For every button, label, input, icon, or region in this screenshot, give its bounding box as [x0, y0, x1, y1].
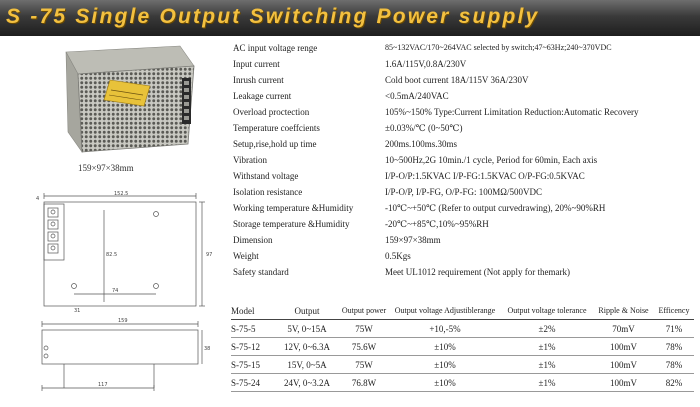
title-banner — [0, 0, 700, 36]
table-cell: 100mV — [593, 374, 654, 392]
table-cell: S-75-5 — [231, 320, 275, 338]
spec-row — [233, 120, 693, 136]
spec-row — [233, 136, 693, 152]
dim-label: 31 — [74, 308, 81, 314]
table-cell: 82% — [654, 374, 694, 392]
spec-list — [233, 40, 693, 280]
spec-row — [233, 104, 693, 120]
model-table — [231, 302, 694, 392]
spec-value: -10℃~+50℃ (Refer to output curvedrawing), 20%~90%RH — [385, 203, 606, 213]
mechanical-drawing — [34, 190, 212, 400]
spec-value: 10~500Hz,2G 10min./1 cycle, Period for 60min, Each axis — [385, 155, 598, 165]
table-cell: 100mV — [593, 356, 654, 374]
spec-value: <0.5mA/240VAC — [385, 91, 449, 101]
spec-label: Isolation resistance — [233, 187, 303, 197]
dim-label: 4 — [36, 196, 40, 202]
spec-row — [233, 40, 693, 56]
table-header-row — [231, 302, 694, 320]
spec-value: Cold boot current 18A/115V 36A/230V — [385, 75, 529, 85]
column-header: Output voltage tolerance — [501, 302, 593, 320]
spec-value: -20℃~+85℃,10%~95%RH — [385, 219, 489, 229]
table-row — [231, 356, 694, 374]
spec-label: Withstand voltage — [233, 171, 299, 181]
spec-label: Leakage current — [233, 91, 292, 101]
dim-label: 97 — [206, 252, 212, 258]
spec-label: Inrush current — [233, 75, 284, 85]
table-cell: 12V, 0~6.3A — [275, 338, 339, 356]
table-cell: 15V, 0~5A — [275, 356, 339, 374]
spec-label: Setup,rise,hold up time — [233, 139, 317, 149]
table-cell: 75W — [339, 356, 389, 374]
column-header: Output power — [339, 302, 389, 320]
spec-value: ±0.03%/℃ (0~50℃) — [385, 123, 463, 133]
spec-label: Storage temperature &Humidity — [233, 219, 350, 229]
spec-row — [233, 72, 693, 88]
table-cell: ±1% — [501, 338, 593, 356]
column-header: Output voltage Adjustiblerange — [389, 302, 501, 320]
dim-label: 82.5 — [106, 252, 118, 258]
column-header: Ripple & Noise — [593, 302, 654, 320]
table-row — [231, 338, 694, 356]
table-cell: ±2% — [501, 320, 593, 338]
table-cell: S-75-12 — [231, 338, 275, 356]
spec-value: 0.5Kgs — [385, 251, 411, 261]
spec-value: I/P-O/P:1.5KVAC I/P-FG:1.5KVAC O/P-FG:0.5KVAC — [385, 171, 585, 181]
spec-value: 1.6A/115V,0.8A/230V — [385, 59, 467, 69]
table-row — [231, 320, 694, 338]
spec-value: 105%~150% Type:Current Limitation Reduction:Automatic Recovery — [385, 107, 639, 117]
spec-label: Temperature coeffcients — [233, 123, 320, 133]
table-cell: 5V, 0~15A — [275, 320, 339, 338]
spec-label: Input current — [233, 59, 280, 69]
table-cell: ±1% — [501, 356, 593, 374]
column-header: Model — [231, 302, 275, 320]
spec-row — [233, 248, 693, 264]
spec-value: Meet UL1012 requirement (Not apply for themark) — [385, 267, 570, 277]
column-header: Efficency — [654, 302, 694, 320]
table-cell: ±10% — [389, 356, 501, 374]
table-cell: 78% — [654, 356, 694, 374]
spec-row — [233, 264, 693, 280]
spec-row — [233, 232, 693, 248]
spec-value: 200ms.100ms.30ms — [385, 139, 458, 149]
spec-label: Weight — [233, 251, 259, 261]
dim-label: 74 — [112, 288, 119, 294]
spec-label: Overload proctection — [233, 107, 310, 117]
table-cell: ±10% — [389, 374, 501, 392]
spec-row — [233, 200, 693, 216]
spec-row — [233, 88, 693, 104]
table-cell: ±10% — [389, 338, 501, 356]
column-header: Output — [275, 302, 339, 320]
spec-row — [233, 168, 693, 184]
table-cell: S-75-15 — [231, 356, 275, 374]
table-cell: 76.8W — [339, 374, 389, 392]
table-cell: 100mV — [593, 338, 654, 356]
spec-label: Dimension — [233, 235, 273, 245]
dim-label: 159 — [118, 318, 128, 324]
table-cell: 71% — [654, 320, 694, 338]
dim-label: 152.5 — [114, 191, 129, 197]
table-cell: 75.6W — [339, 338, 389, 356]
table-cell: +10,-5% — [389, 320, 501, 338]
spec-label: Safety standard — [233, 267, 289, 277]
spec-value: I/P-O/P, I/P-FG, O/P-FG: 100MΩ/500VDC — [385, 187, 542, 197]
spec-label: Vibration — [233, 155, 267, 165]
dim-label: 38 — [204, 346, 211, 352]
table-cell: 24V, 0~3.2A — [275, 374, 339, 392]
table-cell: ±1% — [501, 374, 593, 392]
spec-value: 159×97×38mm — [385, 235, 441, 245]
table-cell: 75W — [339, 320, 389, 338]
table-cell: 78% — [654, 338, 694, 356]
table-cell: S-75-24 — [231, 374, 275, 392]
spec-label: Working temperature &Humidity — [233, 203, 354, 213]
product-photo — [48, 40, 198, 160]
dim-label: 117 — [98, 382, 108, 388]
spec-row — [233, 184, 693, 200]
page-title: S -75 Single Output Switching Power supply — [6, 5, 540, 28]
spec-row — [233, 216, 693, 232]
spec-row — [233, 152, 693, 168]
table-row — [231, 374, 694, 392]
spec-label: AC input voltage renge — [233, 43, 318, 53]
table-cell: 70mV — [593, 320, 654, 338]
spec-row — [233, 56, 693, 72]
dimensions-caption: 159×97×38mm — [78, 163, 134, 173]
spec-value: 85~132VAC/170~264VAC selected by switch;47~63Hz;240~370VDC — [385, 43, 612, 52]
